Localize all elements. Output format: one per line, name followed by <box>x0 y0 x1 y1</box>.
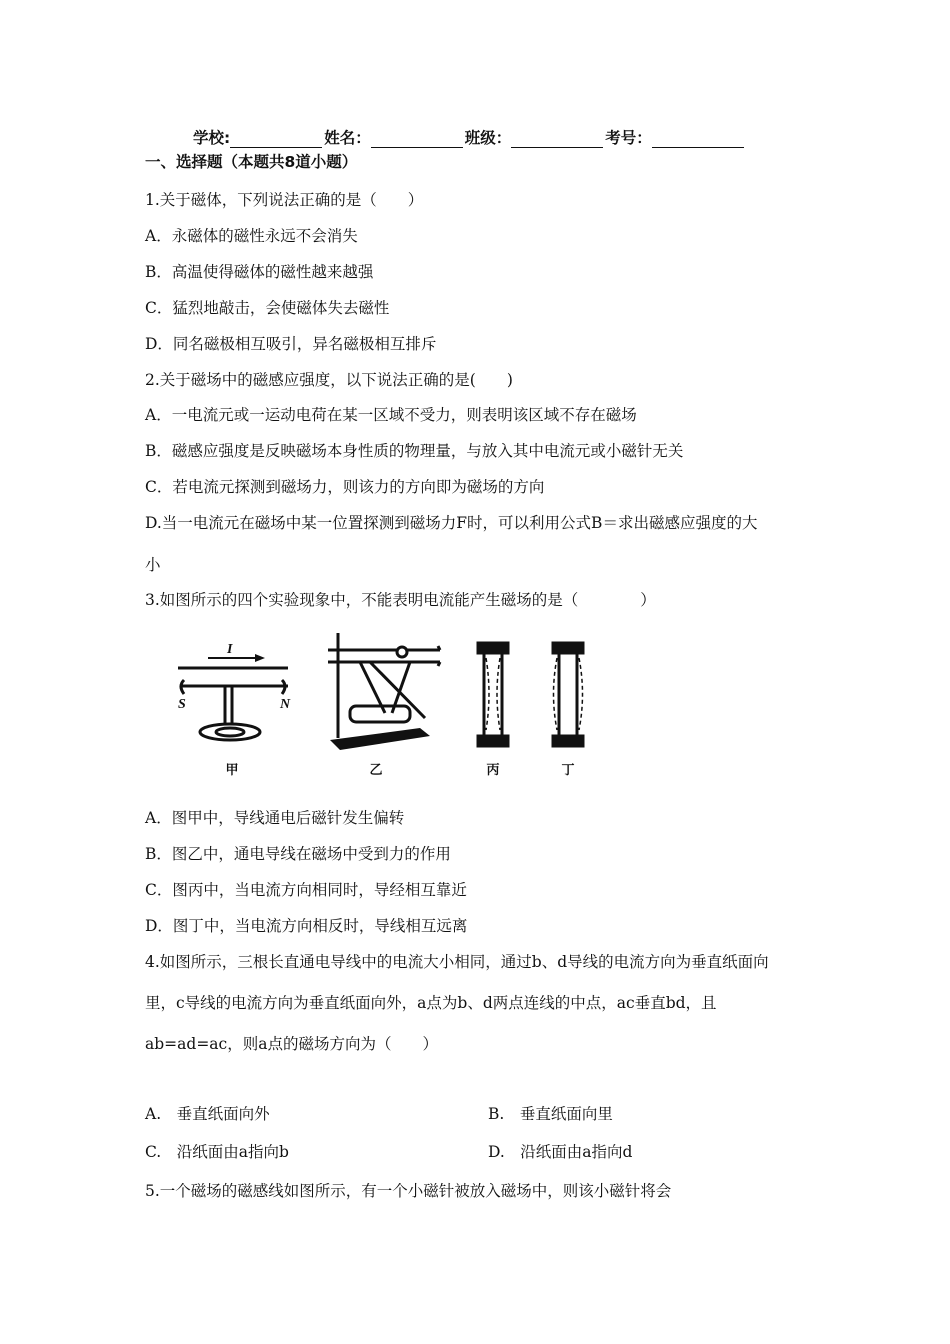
q3-figure <box>170 628 600 778</box>
name-blank <box>371 131 463 148</box>
current-label: I <box>227 642 233 657</box>
figure-bing <box>478 643 508 746</box>
q5-stem: 5.一个磁场的磁感线如图所示，有一个小磁针被放入磁场中，则该小磁针将会 <box>145 1182 672 1200</box>
figure-yi <box>328 633 440 750</box>
q3-stem: 3.如图所示的四个实验现象中，不能表明电流能产生磁场的是（ ） <box>145 591 656 609</box>
fig-label-yi: 乙 <box>369 763 383 778</box>
q4-stem-line2: 里，c导线的电流方向为垂直纸面向外，a点为b、d两点连线的中点，ac垂直bd，且 <box>145 994 717 1012</box>
q4-stem-line1: 4.如图所示，三根长直通电导线中的电流大小相同，通过b、d导线的电流方向为垂直纸面向 <box>145 953 769 971</box>
q1-stem: 1.关于磁体，下列说法正确的是（ ） <box>145 191 424 209</box>
figure-jia <box>178 654 288 740</box>
q4-option-c: C. 沿纸面由a指向b <box>145 1143 289 1161</box>
south-pole-label: S <box>178 697 186 712</box>
q2-option-b: B．磁感应强度是反映磁场本身性质的物理量，与放入其中电流元或小磁针无关 <box>145 442 684 460</box>
fig-label-ding: 丁 <box>561 763 575 778</box>
q1-option-c: C．猛烈地敲击，会使磁体失去磁性 <box>145 299 390 317</box>
class-blank <box>511 131 603 148</box>
q2-option-d-line1: D.当一电流元在磁场中某一位置探测到磁场力F时，可以利用公式B＝求出磁感应强度的大 <box>145 514 758 532</box>
q4-option-b: B. 垂直纸面向里 <box>488 1105 613 1123</box>
q2-option-d-line2: 小 <box>145 556 161 574</box>
figure-ding <box>553 643 583 746</box>
q3-option-d: D．图丁中，当电流方向相反时，导线相互远离 <box>145 917 468 935</box>
exam-no-blank <box>652 131 744 148</box>
q1-option-b: B．高温使得磁体的磁性越来越强 <box>145 263 374 281</box>
student-info-header <box>193 126 746 148</box>
q3-option-a: A．图甲中，导线通电后磁针发生偏转 <box>145 809 405 827</box>
school-blank <box>230 131 322 148</box>
q1-option-a: A．永磁体的磁性永远不会消失 <box>145 227 358 245</box>
q4-option-d: D. 沿纸面由a指向d <box>488 1143 633 1161</box>
q4-option-a: A. 垂直纸面向外 <box>145 1105 270 1123</box>
q2-option-a: A．一电流元或一运动电荷在某一区域不受力，则表明该区域不存在磁场 <box>145 406 637 424</box>
exam-no-label: 考号： <box>605 129 652 147</box>
q3-option-c: C．图丙中，当电流方向相同时，导经相互靠近 <box>145 881 467 899</box>
q1-option-d: D．同名磁极相互吸引，异名磁极相互排斥 <box>145 335 437 353</box>
school-label: 学校: <box>193 129 231 147</box>
q2-option-c: C．若电流元探测到磁场力，则该力的方向即为磁场的方向 <box>145 478 545 496</box>
fig-label-bing: 丙 <box>486 763 500 778</box>
class-label: 班级： <box>464 129 512 147</box>
q4-stem-line3: ab=ad=ac，则a点的磁场方向为（ ） <box>145 1035 438 1053</box>
north-pole-label: N <box>280 697 291 712</box>
fig-label-jia: 甲 <box>225 763 239 778</box>
q3-option-b: B．图乙中，通电导线在磁场中受到力的作用 <box>145 845 451 863</box>
name-label: 姓名： <box>324 129 371 147</box>
section-title: 一、选择题（本题共8道小题） <box>145 153 358 171</box>
q2-stem: 2.关于磁场中的磁感应强度，以下说法正确的是( ) <box>145 371 513 389</box>
